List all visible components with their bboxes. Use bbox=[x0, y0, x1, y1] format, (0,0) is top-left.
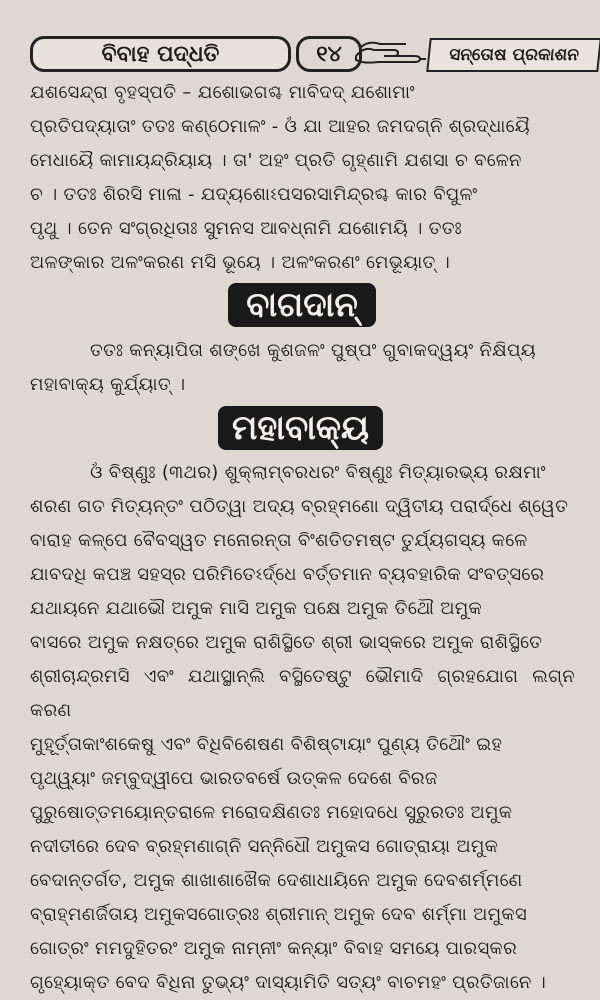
section-mahavakya-text bbox=[30, 456, 575, 1000]
text-line: ବାସରେ ଅମୁକ ନକ୍ଷତ୍ରେ ଅମୁକ ରାଶିସ୍ଥିତେ ଶ୍ରୀ ଭାସ୍କରେ ଅମୁକ ରାଶିସ୍ଥିତେ bbox=[30, 632, 543, 653]
text-line: ମେଧାୟୈ କାମାୟନ୍ଦ୍ରିୟାୟ । ତା' ଅହଂ ପ୍ରତି ଗୃହ୍ଣାମି ଯଶସା ଚ ବଳେନ bbox=[30, 150, 522, 171]
text-line: ପୁରୁଷୋତ୍ତମୟୋନ୍ତରାଳେ ମରୋଦକ୍ଷିଣତଃ ମହୋଦଧେ ସୁରୁରତଃ ଅମୁକ bbox=[30, 802, 513, 823]
text-line: ପ୍ରତିପଦ୍ୟାତାଂ ତତଃ କଣ୍ଠେମାଳଂ - ଓଁ ଯା ଆହର ଜମଦଗ୍ନି ଶ୍ରଦ୍ଧାୟୈ bbox=[30, 116, 530, 137]
text-line: ଯଥାୟନେ ଯଥାଭୌ ଅମୁକ ମାସି ଅମୁକ ପକ୍ଷେ ଅମୁକ ତିଥୌ ଅମୁକ bbox=[30, 598, 483, 619]
text-line: ଗୋତ୍ରଂ ମମଦୁହିତରଂ ଅମୁକ ନାମ୍ନୀଂ କନ୍ୟାଂ ବିବାହ ସମୟେ ପାରସ୍କର bbox=[30, 938, 518, 959]
section-heading-mahavakya: ମହାବାକ୍ୟ bbox=[218, 406, 383, 450]
page-header bbox=[14, 6, 586, 67]
text-line: ବେଦାନ୍ତର୍ଗତ, ଅମୁକ ଶାଖାଶାଖୈକ ଦେଶାଧାୟିନେ ଅମୁକ ଦେବଶର୍ମ୍ମଣେ bbox=[30, 870, 523, 891]
text-line: ଓଁ ବିଷ୍ଣୁଃ (୩ଥର) ଶୁକ୍ଲାମ୍ବରଧରଂ ବିଷ୍ଣୁଃ ମିତ୍ୟାରଭ୍ୟ ରକ୍ଷମାଂ bbox=[90, 462, 546, 483]
text-line: ପୃଥ୍ୱ୍ୟାଂ ଜମ୍ବୁଦ୍ୱୀପେ ଭାରତବର୍ଷେ ଉତ୍କଳ ଦେଶେ ବିରଜ bbox=[30, 768, 438, 789]
text-line: ବାରାହ କଳ୍ପେ ବୈବସ୍ୱତ ମନୋରନ୍ତା ବିଂଶତିତମଷ୍ଟ ତୁର୍ଯ୍ୟଗସ୍ୟ କଳେ bbox=[30, 530, 528, 551]
text-line: ଯଶସେନ୍ଦ୍ରା ବୃହସ୍ପତି – ଯଶୋଭଗଶ୍ଚ ମାବିଦଦ୍ ଯଶୋମାଂ bbox=[30, 82, 415, 103]
text-line: ଅଳଙ୍କାର ଅଳଂକରଣ ମସି ଭୂୟେ । ଅଳଂକରଣଂ ମେଭୂୟାତ୍ । bbox=[30, 252, 451, 273]
page-number: ୧୪ bbox=[296, 36, 362, 72]
text-line: ଗୃହ୍ୟୋକ୍ତ ବେଦ ବିଧିନା ତୁଭ୍ୟଂ ଦାସ୍ୟାମିତି ସତ୍ୟଂ ବାଚମହଂ ପ୍ରତିଜାନେ । bbox=[30, 972, 546, 993]
text-line: ଯାବଦଧି କପଞ୍ଚ ସହସ୍ର ପରିମିତେଽର୍ଦ୍ଧେ ବର୍ତ୍ତମାନ ବ୍ୟବହାରିକ ସଂବତ୍ସରେ bbox=[30, 564, 545, 585]
publisher-name: ସନ୍ତୋଷ ପ୍ରକାଶନ bbox=[426, 38, 600, 72]
section-bagdan-text bbox=[30, 334, 575, 402]
chapter-title: ବିବାହ ପଦ୍ଧତି bbox=[30, 36, 291, 72]
text-line: ଶ୍ରୀଚାନ୍ଦ୍ରମସି ଏବଂ ଯଥାସ୍ଥାନ୍ଲି ବସ୍ଥିତେଷ୍ଟୁ ଭୌମାଦି ଗ୍ରହଯୋଗ ଲଗ୍ନ କରଣ bbox=[30, 666, 575, 721]
pointing-hand-icon bbox=[354, 36, 428, 70]
section-intro-text bbox=[30, 76, 575, 280]
text-line: ବ୍ରାହ୍ମଣର୍ଜିତାୟ ଅମୁକସଗୋତ୍ରଃ ଶ୍ରୀମାନ୍ ଅମୁକ ଦେବ ଶର୍ମ୍ମା ଅମୁକସ bbox=[30, 904, 528, 925]
text-line: ନଦୀତୀରେ ଦେବ ବ୍ରହ୍ମଣାଗ୍ନି ସନ୍ନିଧୌ ଅମୁକସ ଗୋତ୍ରାୟା ଅମୁକ bbox=[30, 836, 499, 857]
text-line: ଚ । ତତଃ ଶିରସି ମାଳା - ଯଦ୍ୟଶୋଽପସରସାମିନ୍ଦ୍ରଶ୍ଚ କାର ବିପୁଳଂ bbox=[30, 184, 478, 205]
text-line: ମୁହୂର୍ତ୍ତାକାଂଶକେଷୁ ଏବଂ ବିଧିବିଶେଷଣ ବିଶିଷ୍ଟାୟାଂ ପୁଣ୍ୟ ତିଥୌଂ ଇହ bbox=[30, 734, 503, 755]
text-line: ମହାବାକ୍ୟ କୁର୍ଯ୍ୟାତ୍ । bbox=[30, 374, 186, 395]
text-line: ଶରଣ ଗତ ମିତ୍ୟନ୍ତଂ ପଠିତ୍ୱା ଅଦ୍ୟ ବ୍ରହ୍ମଣୋ ଦ୍ୱିତୀୟ ପରାର୍ଦ୍ଧେ ଶ୍ୱେତ bbox=[30, 496, 569, 517]
text-line: ପୃଥୁ । ତେନ ସଂଗ୍ରଧିତାଃ ସୁମନସ ଆବଧ୍ନାମି ଯଶୋମୟି । ତତଃ bbox=[30, 218, 462, 239]
section-heading-bagdan: ବାଗଦାନ୍ bbox=[228, 283, 376, 327]
text-line: ତତଃ କନ୍ୟାପିତା ଶଙ୍ଖେ କୁଶଜଳଂ ପୁଷ୍ପଂ ଗୁବାକଦ୍ୱୟଂ ନିକ୍ଷିପ୍ୟ bbox=[90, 340, 536, 361]
